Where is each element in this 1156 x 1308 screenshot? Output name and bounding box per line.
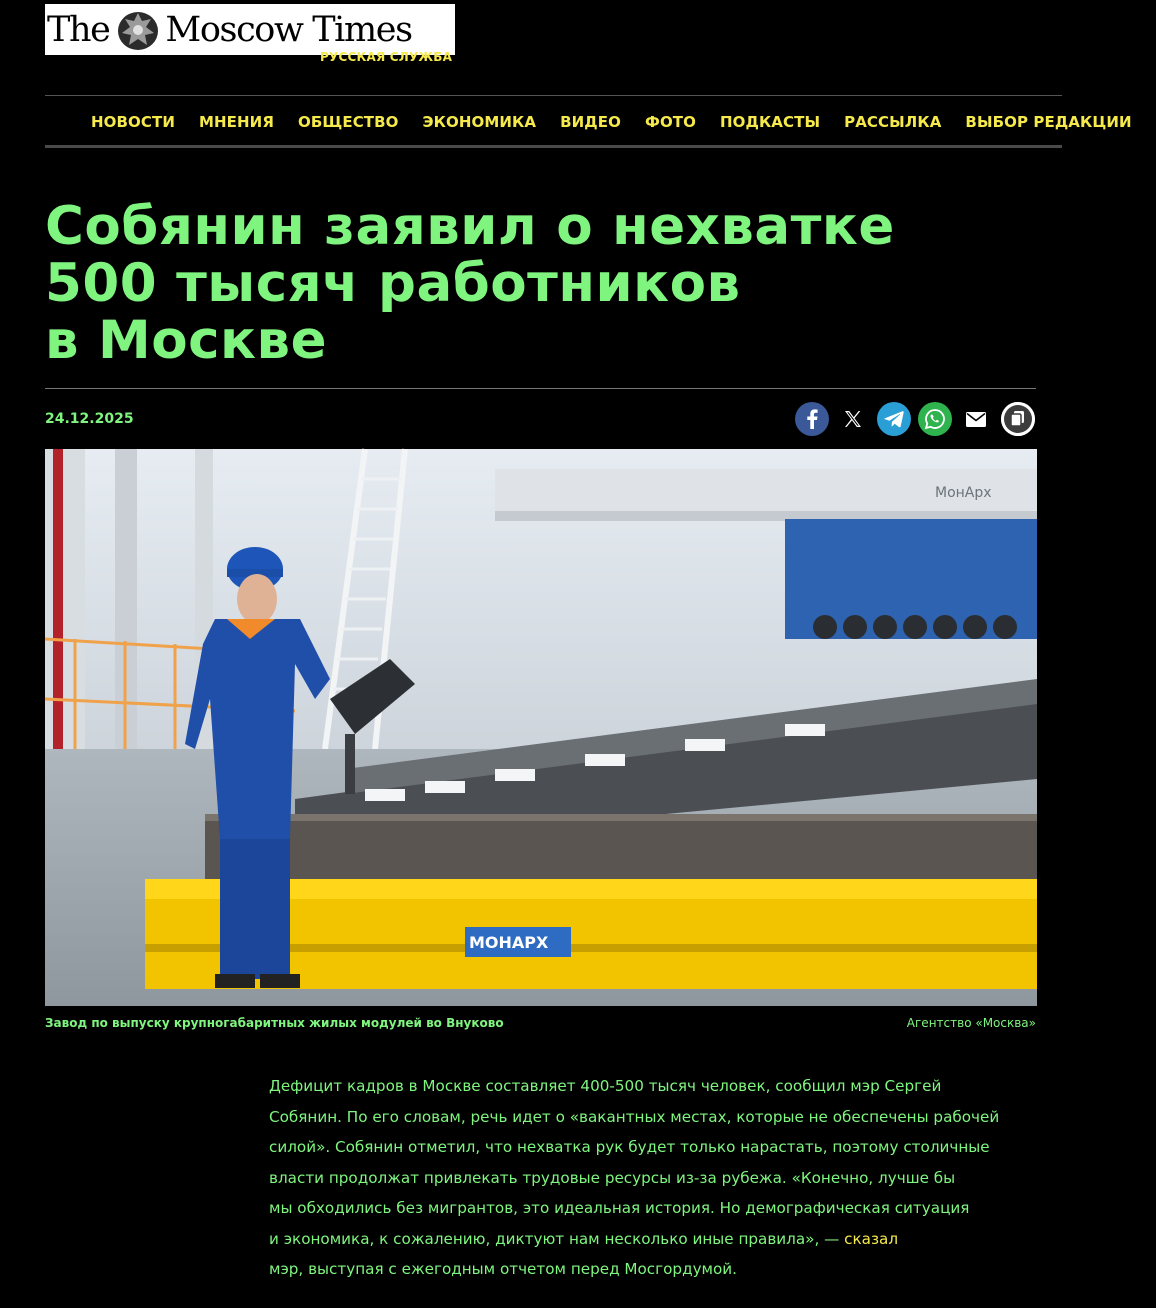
body-quote-link[interactable]: сказал	[844, 1229, 899, 1248]
body-line-1: Дефицит кадров в Москве составляет 400-500 тысяч человек, сообщил мэр Сергей	[269, 1077, 942, 1095]
headline-divider	[45, 388, 1036, 389]
nav-item-newsletter[interactable]: РАССЫЛКА	[844, 113, 942, 131]
headline-line-3: в Москве	[45, 310, 328, 371]
share-copy-button[interactable]	[1001, 402, 1035, 436]
facebook-icon	[804, 409, 820, 429]
share-email-button[interactable]	[959, 402, 993, 436]
article-body	[269, 1071, 1039, 1285]
body-line-3: силой». Собянин отметил, что нехватка рук будет только нарастать, поэтому столичные	[269, 1138, 990, 1156]
x-icon	[844, 410, 862, 428]
share-whatsapp-button[interactable]	[918, 402, 952, 436]
article-photo	[45, 449, 1037, 1006]
telegram-icon	[884, 410, 904, 428]
logo-the: The	[47, 10, 110, 50]
logo-name: Moscow Times	[165, 10, 412, 50]
platform-sign: МОНАРХ	[469, 933, 549, 952]
body-line-4: власти продолжат привлекать трудовые ресурсы из-за рубежа. «Конечно, лучше бы	[269, 1168, 956, 1187]
nav-item-opinions[interactable]: МНЕНИЯ	[198, 113, 274, 131]
email-icon	[966, 412, 986, 427]
body-line-6	[269, 1224, 1039, 1255]
nav-item-video[interactable]: ВИДЕО	[560, 113, 621, 131]
nav-item-photo[interactable]: ФОТО	[644, 113, 696, 131]
body-line-6-text: и экономика, к сожалению, диктуют нам несколько иные правила», —	[269, 1229, 845, 1248]
nav-item-economy[interactable]: ЭКОНОМИКА	[422, 113, 537, 131]
nav-item-news[interactable]: НОВОСТИ	[91, 113, 175, 131]
share-x-button[interactable]	[836, 402, 870, 436]
article-date: 24.12.2025	[45, 411, 134, 427]
body-line-2: Собянин. По его словам, речь идет о «вакантных местах, которые не обеспечены рабочей	[269, 1107, 1000, 1126]
headline-line-1: Собянин заявил о нехватке	[45, 196, 895, 257]
site-logo[interactable]	[45, 4, 455, 55]
body-line-5: мы обходились без мигрантов, это идеальная история. Но демографическая ситуация	[269, 1199, 970, 1217]
logo-subtitle: РУССКАЯ СЛУЖБА	[320, 50, 453, 64]
whatsapp-icon	[924, 408, 946, 430]
nav-item-society[interactable]: ОБЩЕСТВО	[297, 113, 399, 131]
share-telegram-button[interactable]	[877, 402, 911, 436]
share-facebook-button[interactable]	[795, 402, 829, 436]
factory-photo-illustration	[45, 449, 1037, 1006]
headline-line-2: 500 тысяч работников	[45, 253, 741, 314]
crest-icon	[113, 7, 163, 53]
gantry-sign: МонАрх	[935, 485, 992, 501]
photo-credit: Агентство «Москва»	[906, 1016, 1036, 1030]
body-line-7: мэр, выступая с ежегодным отчетом перед Мосгордумой.	[269, 1260, 738, 1278]
photo-caption: Завод по выпуску крупногабаритных жилых модулей во Внуково	[45, 1016, 504, 1030]
main-nav	[45, 95, 1132, 148]
nav-item-editors-choice[interactable]: ВЫБОР РЕДАКЦИИ	[965, 113, 1132, 131]
article-headline	[45, 198, 1035, 369]
nav-item-podcasts[interactable]: ПОДКАСТЫ	[719, 113, 821, 131]
copy-icon	[1001, 402, 1035, 436]
